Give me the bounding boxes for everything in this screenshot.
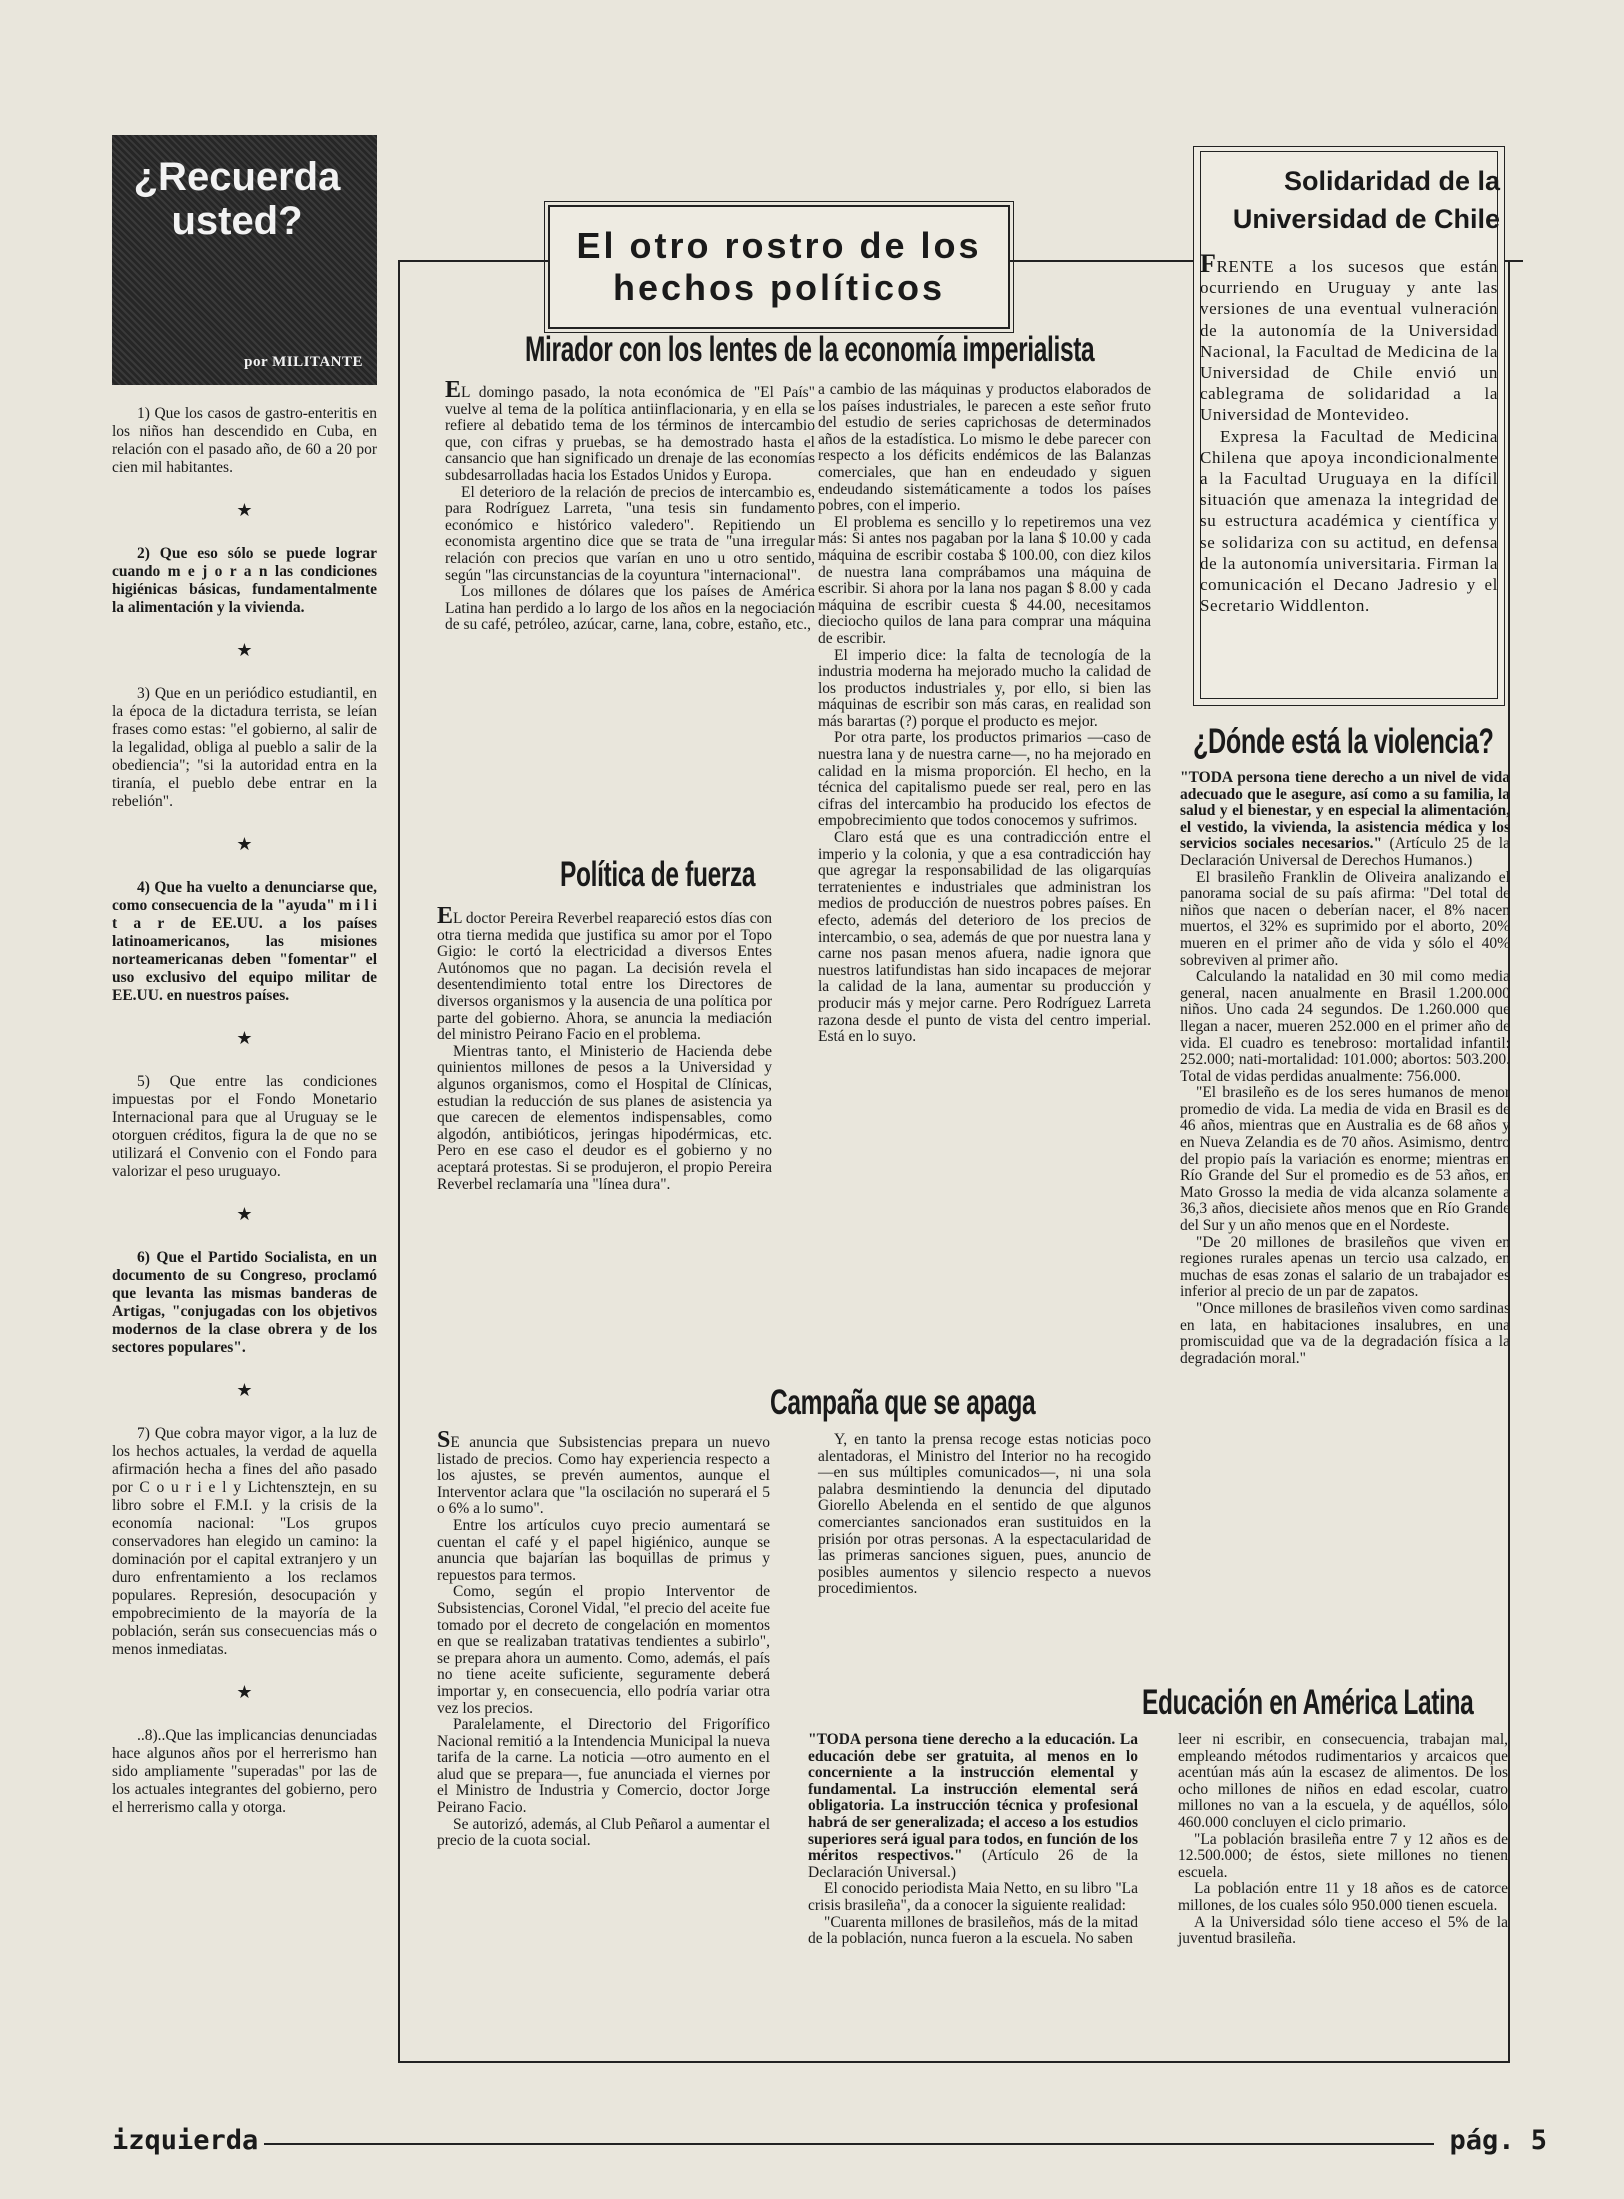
mirador-paragraph: a cambio de las máquinas y productos elaborados de los países industriales, le parecen a este señor fruto del estudio de series caprichosas de determinados años de la estadística. Lo mismo le debe parecer con respecto a los déficits endémicos de las Balanzas comerciales, que han en endeudado y siguen endeudando sistemáticamente a todos los países pobres, con el imperio. — [818, 381, 1151, 515]
mirador-paragraph: El problema es sencillo y lo repetiremos una vez más: Si antes nos pagaban por la lana $ 10.00 y cada máquina de escribir costaba $ 100.00, con diez kilos de nuestra lana comprábamos una máquina de escribir. Si ahora por la lana nos pagan $ 8.00 y cada máquina de escribir cuesta $ 44.00, necesitamos dieciocho quilos de lana para comprar una máquina de escribir. — [818, 513, 1151, 647]
recuerda-item: ..8)..Que las implicancias denunciadas hace algunos años por el herrerismo han sido ampliamente "superadas" por las de los actuales integrantes del gobierno, pero el herrerismo calla y otorga. — [112, 1727, 377, 1816]
campana-paragraph: Y, en tanto la prensa recoge estas noticias poco alentadoras, el Ministro del Interior no ha recogido —en sus múltiples comunicados—, ni una sola palabra desmintiendo la denuncia del diputado Giorello Abelenda en el sentido de que algunos comerciantes sancionados eran sustituidos en la prisión por otras personas. A la espectacularidad de las primeras sanciones siguen, pues, anuncio de posibles aumentos y silencio respecto a nuevos procedimientos. — [818, 1431, 1151, 1598]
drop-cap: S — [437, 1427, 451, 1453]
violencia-headline: ¿Dónde está la violencia? — [1193, 722, 1494, 761]
educacion-paragraph: leer ni escribir, en consecuencia, trabajan mal, empleando métodos rudimentarios y arcaicos que acentúan más aún la escasez de alimentos. De los ocho millones de niños en edad escolar, cuatro millones no van a la escuela, y de aquéllos, sólo 460.000 concluyen el ciclo primario. — [1178, 1731, 1508, 1831]
educacion-headline: Educación en América Latina — [1142, 1683, 1474, 1722]
campana-paragraph: Como, según el propio Interventor de Subsistencias, Coronel Vidal, "el precio del aceite fue tomado por el decreto de congelación en momentos en que se realizaban tratativas tendientes a subirlo", se prepara ahora un aumento. Como, además, el país no tiene aceite suficiente, seguramente deberá importar y, en consecuencia, ello podría variar otra vez los precios. — [437, 1583, 770, 1717]
star-separator-icon: ★ — [236, 1380, 253, 1400]
campana-column-1 — [437, 1427, 770, 1850]
frame-top-rule — [1010, 260, 1182, 262]
violencia-paragraph: El brasileño Franklin de Oliveira analizando el panorama social de su país afirma: "Del total de niños que nacen o deberían nacer, el 8% nacen muertos, el 32% es suprimido por el aborto, 20% mueren en el primer año de vida y sólo el 40% sobreviven al primer año. — [1180, 868, 1510, 969]
mirador-paragraph: Por otra parte, los productos primarios —caso de nuestra lana y de nuestra carne—, no ha mejorado en calidad en la misma proporción. El hecho, en la técnica del capitalismo puede ser real, pero en las cifras del intercambio ha producido los efectos de empobrecimiento que todos conocemos y sufrimos. — [818, 729, 1151, 830]
recuerda-item: 6) Que el Partido Socialista, en un documento de su Congreso, proclamó que levanta las mismas banderas de Artigas, "conjugadas con los objetivos modernos de la clase obrera y de los sectores populares". — [112, 1249, 377, 1356]
campana-paragraph: E anuncia que Subsistencias prepara un nuevo listado de precios. Como hay experiencia respecto a los ajustes, se prevén aumentos, aunque el Interventor aclara que "la oscilación no superará el 5 o 6% a lo sumo". — [437, 1434, 770, 1518]
recuerda-item: 7) Que cobra mayor vigor, a la luz de los hechos actuales, la verdad de aquella afirmación hecha a fines del año pasado por C o u r i e l y Lichtensztejn, en su libro sobre el F.M.I. y la crisis de la economía nacional: "Los grupos conservadores han elegido un camino: la dominación por el capital extranjero y un duro enfrentamiento a los reclamos populares. Represión, desocupación y empobrecimiento de la mayoría de la población, serán sus consecuencias más o menos inmediatas. — [112, 1425, 377, 1658]
violencia-paragraph: Calculando la natalidad en 30 mil como media general, nacen anualmente en Brasil 1.200.000 niños. Uno cada 24 segundos. De 1.260.000 que llegan a nacer, mueren 252.000 en el primer año de vida. El cuadro es tenebroso: mortalidad infantil: 252.000; nati-mortalidad: 101.000; abortos: 503.200. Total de vidas perdidas anualmente: 756.000. — [1180, 968, 1510, 1085]
drop-cap: F — [1200, 249, 1217, 278]
frame-top-rule — [1505, 260, 1523, 262]
violencia-lead-source: (Artículo 25 de la Declaración Universal de Derechos Humanos.) — [1180, 835, 1510, 869]
main-title-box — [548, 205, 1010, 329]
star-separator-icon: ★ — [236, 640, 253, 660]
footer-page-number: pág. 5 — [1449, 2125, 1547, 2156]
campana-headline: Campaña que se apaga — [770, 1383, 1036, 1422]
mirador-headline: Mirador con los lentes de la economía imperialista — [525, 330, 1095, 369]
recuerda-title — [122, 155, 352, 243]
violencia-column — [1180, 770, 1510, 1367]
mirador-paragraph: El deterioro de la relación de precios de intercambio es, para Rodríguez Larreta, "una tesis sin fundamento económico e histórico valedero". Repitiendo un economista argentino dice que se trata de "una irregular relación con precios que varían en uno u otro sentido, según "las circunstancias de la coyuntura "internacional". — [445, 483, 815, 584]
drop-cap: E — [445, 377, 462, 403]
solidaridad-headline — [1200, 162, 1500, 238]
footer-rule — [264, 2143, 1434, 2145]
recuerda-item: 5) Que entre las condiciones impuestas por el Fondo Monetario Internacional para que al Uruguay se le otorguen créditos, figura la de que no se utilizará el Convenio con el Fondo para valorizar el peso uruguayo. — [112, 1073, 377, 1180]
campana-paragraph: Entre los artículos cuyo precio aumentará se cuentan el café y el papel higiénico, aunque se anuncia que bajarían las boquillas de primus y repuestos para termos. — [437, 1516, 770, 1584]
star-separator-icon: ★ — [236, 1682, 253, 1702]
recuerda-item: 1) Que los casos de gastro-enteritis en los niños han descendido en Cuba, en relación con el pasado año, de 60 a 20 por cien mil habitantes. — [112, 405, 377, 476]
educacion-column-1 — [808, 1732, 1138, 1948]
educacion-paragraph: El conocido periodista Maia Netto, en su libro "La crisis brasileña", da a conocer la siguiente realidad: — [808, 1880, 1138, 1914]
page-footer — [112, 2125, 1547, 2165]
frame-top-rule — [398, 260, 548, 262]
solidaridad-paragraph: RENTE a los sucesos que están ocurriendo en Uruguay y ante las versiones de una eventual vulneración de la autonomía de la Universidad Nacional, la Facultad de Medicina de la Universidad de Chile envió un cablegrama de solidaridad a la Universidad de Montevideo. — [1200, 257, 1498, 425]
solidaridad-headline-line2: Universidad de Chile — [1232, 204, 1500, 234]
campana-paragraph: Se autorizó, además, al Club Peñarol a aumentar el precio de la cuota social. — [437, 1815, 770, 1850]
politica-paragraph: Mientras tanto, el Ministerio de Hacienda debe quinientos millones de pesos a la Universidad y algunos organismos, como el Hospital de Clínicas, estudian la reducción de sus planes de asistencia ya que carecen de elementos indispensables, como algodón, antibióticos, jeringas hipodérmicas, etc. Pero en ese caso el deudor es el gobierno y no aceptará protestas. Si se produjeron, el propio Pereira Reverbel reclamaría una "línea dura". — [437, 1042, 772, 1193]
star-separator-icon: ★ — [236, 500, 253, 520]
educacion-paragraph: "La población brasileña entre 7 y 12 años es de 12.500.000; de éstos, siete millones no tienen escuela. — [1178, 1830, 1508, 1881]
politica-headline: Política de fuerza — [560, 855, 756, 894]
mirador-paragraph: Claro está que es una contradicción entre el imperio y la colonia, y que a esa contradicción hay que agregar la responsabilidad de las oligarquías terratenientes e industriales que administran los medios de producción de nuestros pobres países. En efecto, además del deterioro de los precios de intercambio, o sea, además de que por nuestra lana y carne nos pasan menos afuera, nadie ignora que nuestros latifundistas han sido incapaces de mejorar la calidad de la lana, aumentar su producción y producir más y mejor carne. Pero Rodríguez Larreta razona desde el punto de vista del centro imperial. Está en lo suyo. — [818, 829, 1151, 1046]
footer-publication-name: izquierda — [112, 2125, 259, 2156]
violencia-paragraph: "El brasileño es de los seres humanos de menor promedio de vida. La media de vida en Brasil es de 46 años, mientras que en Australia es de 68 años y en Nueva Zelandia es de 70 años. Asimismo, dentro del propio país la variación es enorme; mientras en Río Grande del Sur el promedio es de 53 años, en Mato Grosso la media de vida alcanza solamente a 36,3 años, diecisiete años menos que en Río Grande del Sur y un año menos que en el Nordeste. — [1180, 1084, 1510, 1235]
main-title: El otro rostro de los hechos políticos — [576, 225, 982, 308]
mirador-column-1 — [445, 377, 815, 634]
mirador-paragraph: Los millones de dólares que los países de América Latina han perdido a lo largo de los años en la negociación de su café, petróleo, azúcar, carne, lana, cobre, estaño, etc., — [445, 583, 815, 634]
mirador-column-2 — [818, 382, 1151, 1046]
educacion-paragraph: La población entre 11 y 18 años es de catorce millones, de los cuales sólo 950.000 tienen escuela. — [1178, 1880, 1508, 1914]
mirador-paragraph: L domingo pasado, la nota económica de "El País" vuelve al tema de la política antiinflacionaria, y en ella se refiere al debatido tema de los términos de intercambio que, con cifras y pruebas, se ha demostrado hasta el cansancio que han significado un drenaje de las economías subdesarrolladas hacia los Estados Unidos y Europa. — [445, 384, 815, 484]
recuerda-item: 4) Que ha vuelto a denunciarse que, como consecuencia de la "ayuda" m i l i t a r de EE.UU. a los países latinoamericanos, las misiones norteamericanas deben "fomentar" el uso exclusivo del equipo militar de EE.UU. en nuestros países. — [112, 879, 377, 1004]
violencia-paragraph: "De 20 millones de brasileños que viven en regiones rurales apenas un tercio usa calzado, en muchas de esas zonas el salario de un trabajador es inferior al precio de un par de zapatos. — [1180, 1233, 1510, 1301]
educacion-lead-quote: "TODA persona tiene derecho a la educación. La educación debe ser gratuita, al menos en lo concerniente a la instrucción elemental y fundamental. La instrucción elemental será obligatoria. La instrucción técnica y profesional habrá de ser generalizada; el acceso a los estudios superiores será igual para todos, en función de los méritos respectivos." — [808, 1731, 1138, 1865]
star-separator-icon: ★ — [236, 834, 253, 854]
educacion-column-2 — [1178, 1732, 1508, 1948]
politica-paragraph: L doctor Pereira Reverbel reapareció estos días con otra tierna medida que justifica su amor por el Topo Gigio: le cortó la electricidad a diversos Entes Autónomos que no pagan. La decisión revela el desentendimiento total entre los Directores de diversos organismos y la ausencia de una política por parte del gobierno. Ahora, se anuncia la mediación del ministro Peirano Facio en el problema. — [437, 910, 772, 1044]
violencia-lead-quote: "TODA persona tiene derecho a un nivel de vida adecuado que le asegure, así como a su familia, la salud y el bienestar, y en especial la alimentación, el vestido, la vivienda, la asistencia médica y los servicios sociales necesarios." — [1180, 769, 1510, 853]
star-separator-icon: ★ — [236, 1204, 253, 1224]
recuerda-item: 2) Que eso sólo se puede lograr cuando m e j o r a n las condiciones higiénicas básicas, fundamentalmente la alimentación y la vivienda. — [112, 545, 377, 616]
recuerda-author: por MILITANTE — [244, 354, 363, 370]
mirador-paragraph: El imperio dice: la falta de tecnología de la industria moderna ha mejorado mucho la calidad de los productos industriales y, por ello, si bien las máquinas de escribir son más caras, en realidad son más barartas (?) porque el producto es mejor. — [818, 646, 1151, 730]
recuerda-title-line1: ¿Recuerda — [133, 155, 341, 199]
recuerda-item: 3) Que en un periódico estudiantil, en la época de la dictadura terrista, se leían frases como estas: "el gobierno, al salir de la legalidad, obliga al pueblo a salir de la obediencia"; "si la autoridad entra en la tiranía, el pueblo debe entrar en la rebelión". — [112, 685, 377, 810]
solidaridad-paragraph: Expresa la Facultad de Medicina Chilena que apoya incondicionalmente a la Facultad Uruguaya en la difícil situación que amenaza la integridad de su estructura académica y científica y se solidariza con su actitud, en defensa de la autonomía universitaria. Firman la comunicación el Decano Jadresio y el Secretario Widdlenton. — [1200, 426, 1498, 616]
solidaridad-body — [1200, 249, 1498, 616]
educacion-paragraph: "Cuarenta millones de brasileños, más de la mitad de la población, nunca fueron a la escuela. No saben — [808, 1913, 1138, 1948]
educacion-lead-source: (Artículo 26 de la Declaración Universal.) — [808, 1847, 1138, 1881]
drop-cap: E — [437, 903, 454, 929]
solidaridad-headline-line1: Solidaridad de la — [1283, 166, 1500, 196]
politica-column — [437, 903, 772, 1193]
campana-paragraph: Paralelamente, el Directorio del Frigorífico Nacional remitió a la Intendencia Municipal la nueva tarifa de la carne. La noticia —otro aumento en el alud que se prepara—, fue anunciada el viernes por el Ministro de Industria y Comercio, doctor Jorge Peirano Facio. — [437, 1716, 770, 1817]
violencia-paragraph: "Once millones de brasileños viven como sardinas en lata, en habitaciones insalubres, en una promiscuidad que va de la degradación física a la degradación moral." — [1180, 1300, 1510, 1367]
star-separator-icon: ★ — [236, 1028, 253, 1048]
recuerda-title-line2: usted? — [171, 199, 303, 243]
campana-column-2 — [818, 1432, 1151, 1598]
recuerda-column — [112, 405, 377, 1821]
educacion-paragraph: A la Universidad sólo tiene acceso el 5% de la juventud brasileña. — [1178, 1913, 1508, 1948]
recuerda-header-box — [112, 135, 377, 385]
